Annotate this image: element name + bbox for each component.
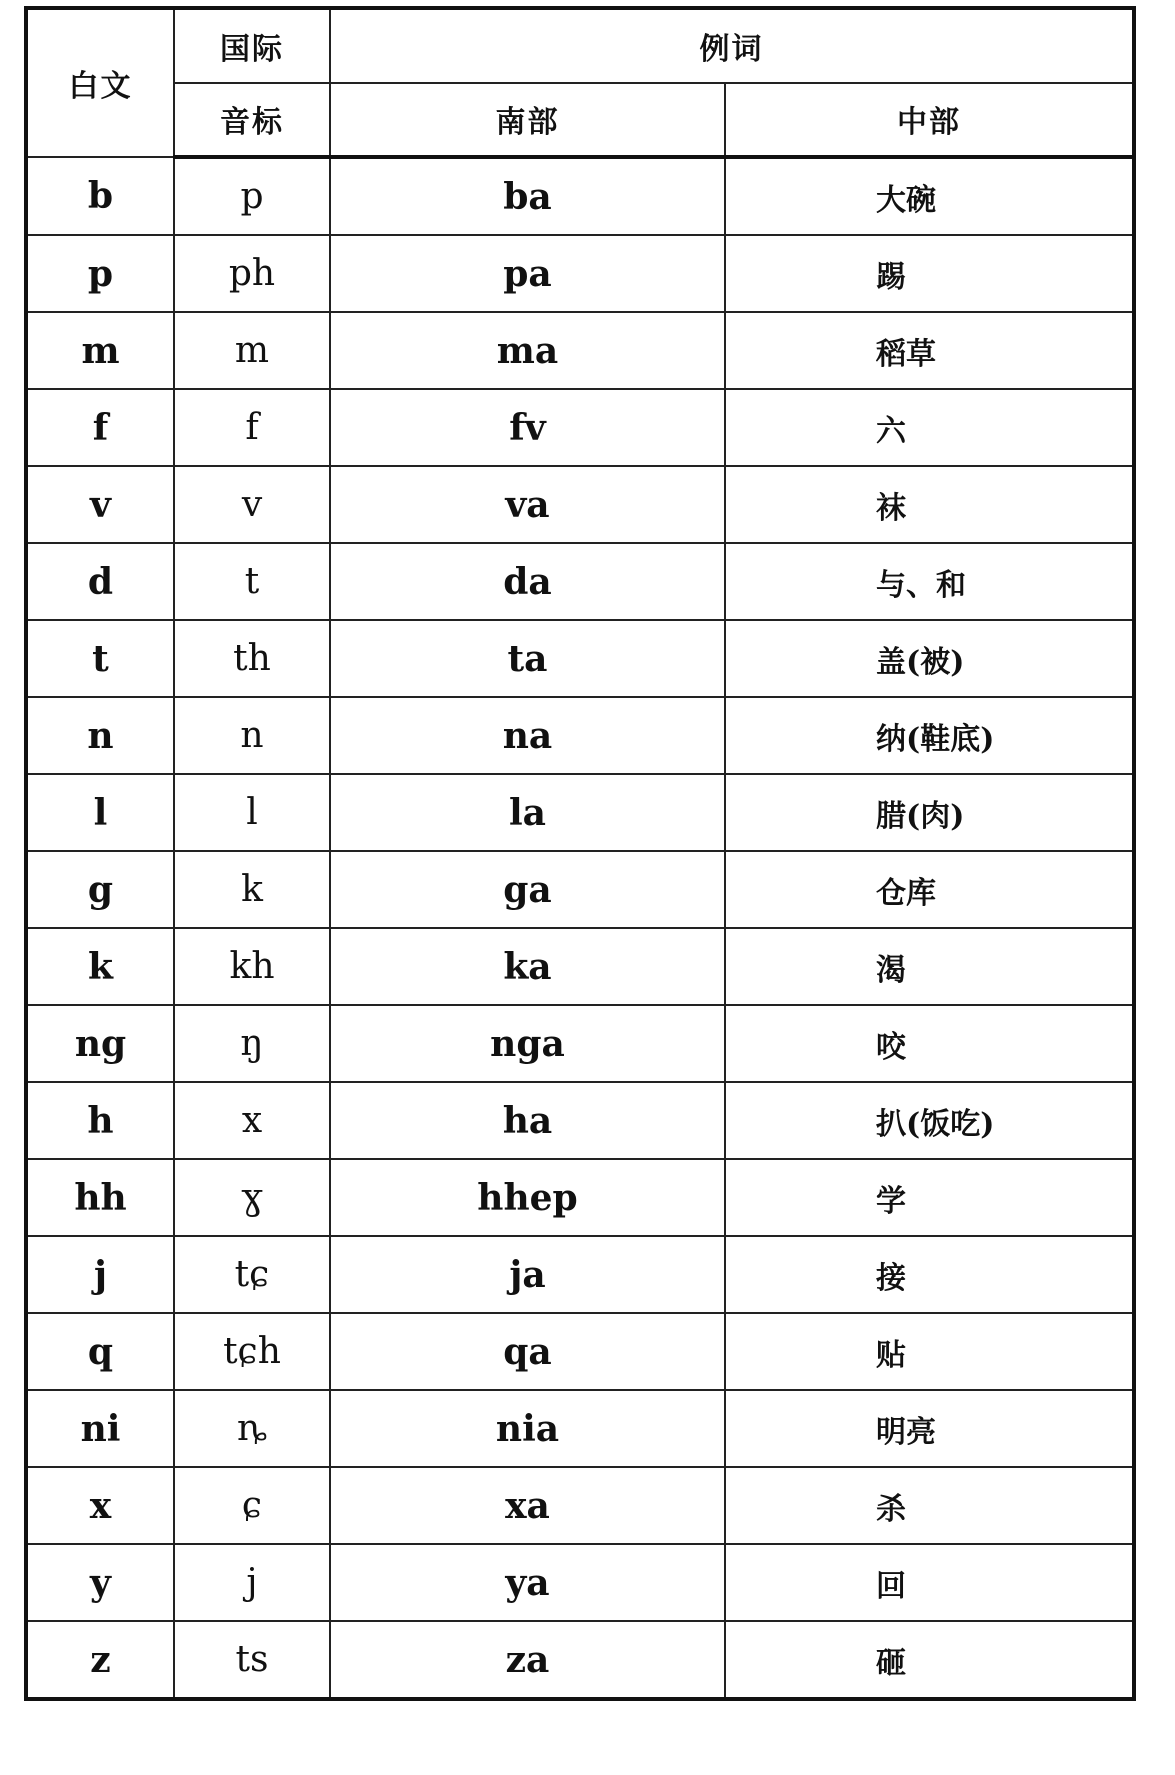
cell-south: ha [330, 1082, 725, 1159]
cell-south: na [330, 697, 725, 774]
table-row [26, 1467, 1134, 1544]
table-row [26, 928, 1134, 1005]
cell-ipa: ph [174, 235, 330, 312]
cell-central: 袜 [725, 466, 1134, 543]
table-row [26, 1544, 1134, 1621]
cell-central: 盖(被) [725, 620, 1134, 697]
cell-baiwen: y [26, 1544, 174, 1621]
header-example-words: 例词 [330, 8, 1134, 83]
cell-central: 与、和 [725, 543, 1134, 620]
cell-south: nga [330, 1005, 725, 1082]
cell-central: 六 [725, 389, 1134, 466]
cell-central: 踢 [725, 235, 1134, 312]
cell-ipa: m [174, 312, 330, 389]
cell-south: ka [330, 928, 725, 1005]
cell-central: 贴 [725, 1313, 1134, 1390]
cell-central: 仓库 [725, 851, 1134, 928]
cell-south: pa [330, 235, 725, 312]
cell-baiwen: hh [26, 1159, 174, 1236]
table-row [26, 1390, 1134, 1467]
table-row [26, 1621, 1134, 1699]
cell-baiwen: f [26, 389, 174, 466]
cell-ipa: ȵ [174, 1390, 330, 1467]
cell-ipa: tɕ [174, 1236, 330, 1313]
cell-central: 咬 [725, 1005, 1134, 1082]
cell-ipa: kh [174, 928, 330, 1005]
cell-baiwen: ni [26, 1390, 174, 1467]
cell-south: ga [330, 851, 725, 928]
cell-ipa: l [174, 774, 330, 851]
header-ipa-bottom: 音标 [174, 83, 330, 158]
cell-ipa: v [174, 466, 330, 543]
cell-baiwen: h [26, 1082, 174, 1159]
cell-central: 稻草 [725, 312, 1134, 389]
cell-baiwen: k [26, 928, 174, 1005]
cell-south: qa [330, 1313, 725, 1390]
table-row [26, 235, 1134, 312]
cell-south: fv [330, 389, 725, 466]
cell-ipa: tɕh [174, 1313, 330, 1390]
cell-ipa: n [174, 697, 330, 774]
cell-south: za [330, 1621, 725, 1699]
cell-central: 纳(鞋底) [725, 697, 1134, 774]
cell-baiwen: q [26, 1313, 174, 1390]
cell-south: xa [330, 1467, 725, 1544]
cell-south: la [330, 774, 725, 851]
cell-ipa: p [174, 157, 330, 235]
cell-baiwen: b [26, 157, 174, 235]
cell-south: ja [330, 1236, 725, 1313]
cell-ipa: ts [174, 1621, 330, 1699]
cell-central: 砸 [725, 1621, 1134, 1699]
cell-south: ma [330, 312, 725, 389]
table-row [26, 1159, 1134, 1236]
cell-south: va [330, 466, 725, 543]
cell-ipa: ɕ [174, 1467, 330, 1544]
cell-ipa: f [174, 389, 330, 466]
cell-central: 回 [725, 1544, 1134, 1621]
cell-central: 扒(饭吃) [725, 1082, 1134, 1159]
cell-south: ya [330, 1544, 725, 1621]
cell-central: 杀 [725, 1467, 1134, 1544]
cell-baiwen: t [26, 620, 174, 697]
cell-central: 学 [725, 1159, 1134, 1236]
cell-baiwen: x [26, 1467, 174, 1544]
table-row [26, 1005, 1134, 1082]
table-row [26, 157, 1134, 235]
cell-baiwen: g [26, 851, 174, 928]
table-row [26, 1082, 1134, 1159]
table-header [26, 8, 1134, 157]
cell-south: da [330, 543, 725, 620]
cell-baiwen: z [26, 1621, 174, 1699]
consonant-table [24, 6, 1136, 1701]
cell-south: nia [330, 1390, 725, 1467]
table-row [26, 543, 1134, 620]
table-row [26, 774, 1134, 851]
table-row [26, 466, 1134, 543]
cell-central: 接 [725, 1236, 1134, 1313]
table-row [26, 1313, 1134, 1390]
cell-ipa: j [174, 1544, 330, 1621]
cell-baiwen: d [26, 543, 174, 620]
cell-central: 明亮 [725, 1390, 1134, 1467]
cell-baiwen: l [26, 774, 174, 851]
cell-baiwen: v [26, 466, 174, 543]
table-body [26, 157, 1134, 1699]
cell-baiwen: ng [26, 1005, 174, 1082]
cell-central: 腊(肉) [725, 774, 1134, 851]
header-central: 中部 [725, 83, 1134, 158]
cell-ipa: t [174, 543, 330, 620]
cell-south: ba [330, 157, 725, 235]
cell-ipa: th [174, 620, 330, 697]
cell-south: hhep [330, 1159, 725, 1236]
table-row [26, 1236, 1134, 1313]
cell-central: 大碗 [725, 157, 1134, 235]
table-row [26, 312, 1134, 389]
cell-ipa: k [174, 851, 330, 928]
cell-baiwen: n [26, 697, 174, 774]
cell-ipa: ɣ [174, 1159, 330, 1236]
header-baiwen: 白文 [26, 8, 174, 157]
cell-baiwen: m [26, 312, 174, 389]
table-row [26, 620, 1134, 697]
cell-ipa: ŋ [174, 1005, 330, 1082]
header-ipa-top: 国际 [174, 8, 330, 83]
table-row [26, 389, 1134, 466]
cell-baiwen: p [26, 235, 174, 312]
cell-south: ta [330, 620, 725, 697]
table-row [26, 697, 1134, 774]
cell-central: 渴 [725, 928, 1134, 1005]
header-south: 南部 [330, 83, 725, 158]
cell-ipa: x [174, 1082, 330, 1159]
cell-baiwen: j [26, 1236, 174, 1313]
table-row [26, 851, 1134, 928]
